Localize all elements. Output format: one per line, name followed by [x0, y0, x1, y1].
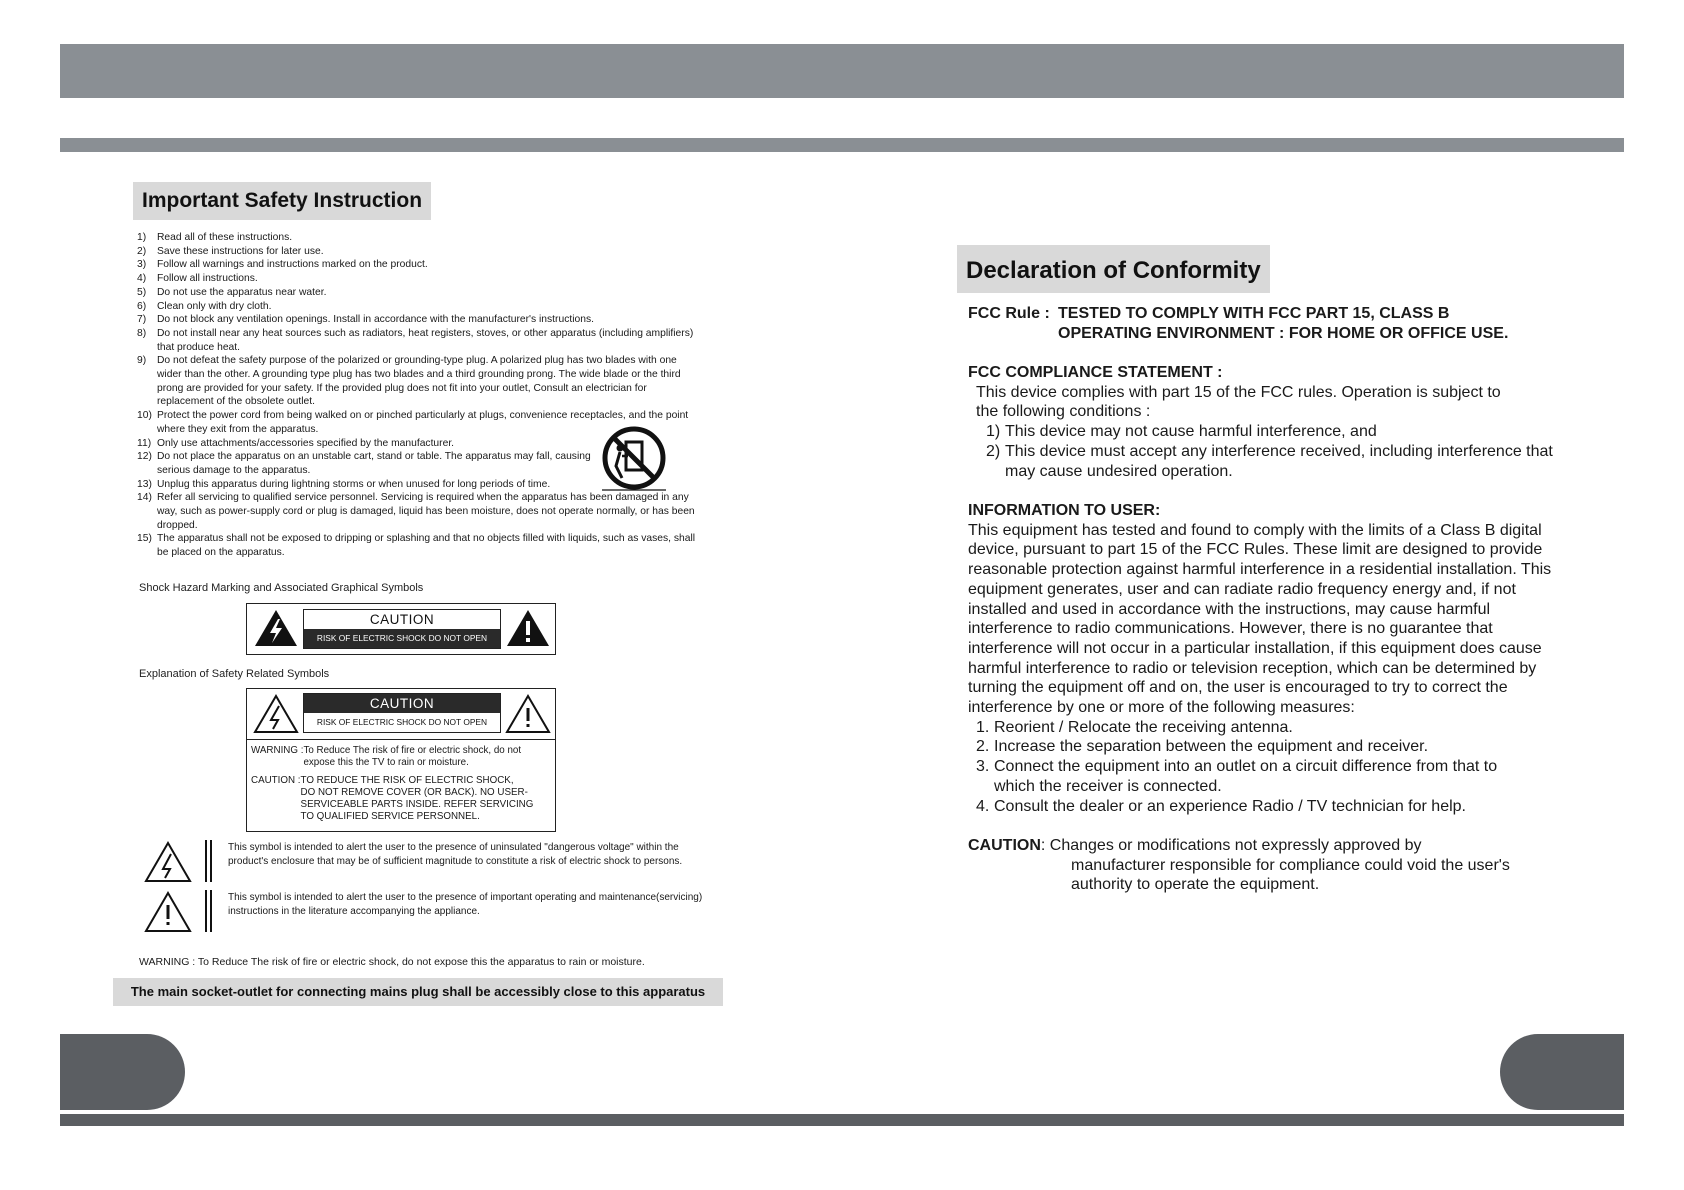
list-item: 1) Read all of these instructions.	[137, 232, 293, 243]
fcc-rule	[968, 304, 1508, 343]
info-title: INFORMATION TO USER:	[968, 502, 1161, 519]
fcc-rule-line: OPERATING ENVIRONMENT : FOR HOME OR OFFICE USE.	[1058, 324, 1509, 342]
caution-explanation-box	[246, 688, 556, 832]
list-item: 14) Refer all servicing to qualified service personnel. Servicing is required when the apparatus has been damaged in any way, such as power-supply cord or plug is damaged, liquid has been moisture, does not operate normally, or has been dropped.	[137, 492, 695, 531]
caution-label-text: CAUTION	[968, 837, 1041, 854]
lightning-warning-icon	[253, 693, 299, 735]
info-body: This equipment has tested and found to comply with the limits of a Class B digital device, pursuant to part 15 of the FCC Rules. These limit are designed to provide reasonable protection against harmful interference in a residential installation. This equipment generates, user and can radiate radio frequency energy and, if not installed and used in accordance with the instructions, may cause harmful interference to radio communications. However, there is no guarantee that interference will not occur in a particular installation, if this equipment does cause harmful interference to radio or television reception, which can be determined by turning the equipment off and on, the user is encouraged to try to correct the interference by one or more of the following measures:	[968, 521, 1552, 717]
fcc-rule-line: TESTED TO COMPLY WITH FCC PART 15, CLASS B	[1058, 305, 1450, 322]
bottom-rule	[60, 1114, 1624, 1126]
caution-line: : Changes or modifications not expressly approved by	[1040, 837, 1422, 854]
list-item: 1) This device may not cause harmful interference, and	[986, 423, 1377, 441]
caution-label	[303, 693, 501, 733]
caution-label-box	[246, 603, 556, 655]
box-warning-text: WARNING : To Reduce The risk of fire or electric shock, do not expose this the TV to rain or moisture.	[251, 745, 522, 768]
exclamation-warning-icon	[505, 693, 551, 735]
page-tab-right	[1500, 1034, 1624, 1110]
exclamation-warning-icon	[505, 608, 551, 648]
cart-warning-icon	[596, 426, 672, 494]
list-item: 2) Save these instructions for later use.	[137, 245, 324, 257]
top-rule	[60, 138, 1624, 152]
list-item: 10) Protect the power cord from being walked on or pinched particularly at plugs, convenience receptacles, and the point where they exit from the apparatus.	[137, 410, 689, 435]
list-item: 4) Follow all instructions.	[137, 273, 258, 285]
declaration-heading: Declaration of Conformity	[957, 245, 1270, 293]
list-item: 7) Do not block any ventilation openings. Install in accordance with the manufacturer's instructions.	[137, 314, 594, 326]
list-item: 12) Do not place the apparatus on an unstable cart, stand or table. The apparatus may fall, causing serious damage to the apparatus.	[137, 451, 591, 476]
info-symbol-text: This symbol is intended to alert the user to the presence of important operating and maintenance(servicing) instructions in the literature accompanying the appliance.	[228, 892, 703, 917]
caution-label	[303, 609, 501, 649]
statement-title: FCC COMPLIANCE STATEMENT :	[968, 364, 1223, 381]
page-tab-left	[60, 1034, 185, 1110]
list-item: 3. Connect the equipment into an outlet on a circuit difference from that to which the receiver is connected.	[976, 758, 1498, 795]
caution-risk-text: RISK OF ELECTRIC SHOCK DO NOT OPEN	[304, 713, 500, 732]
safety-symbols-caption: Explanation of Safety Related Symbols	[139, 668, 330, 680]
box-caution-text: CAUTION : TO REDUCE THE RISK OF ELECTRIC SHOCK, DO NOT REMOVE COVER (OR BACK). NO USER- SERVICEABLE PARTS INSIDE. REFER SERVICING TO QUALIFIED SERVICE PERSONNEL.	[251, 775, 534, 822]
lightning-warning-icon	[253, 608, 299, 648]
list-item: 8) Do not install near any heat sources such as radiators, heat registers, stoves, or other apparatus (including amplifiers) that produce heat.	[137, 327, 694, 353]
top-banner	[60, 44, 1624, 98]
warning-line: WARNING : To Reduce The risk of fire or electric shock, do not expose this the apparatus to rain or moisture.	[139, 956, 645, 968]
list-item: 2. Increase the separation between the equipment and receiver.	[976, 738, 1429, 756]
voltage-symbol-text: This symbol is intended to alert the user to the presence of uninsulated "dangerous voltage" within the product's enclosure that may be of sufficient magnitude to constitute a risk of electric shock to persons.	[228, 842, 683, 867]
shock-hazard-caption: Shock Hazard Marking and Associated Graphical Symbols	[139, 582, 424, 594]
caution-word: CAUTION	[304, 694, 500, 713]
statement-intro: This device complies with part 15 of the FCC rules. Operation is subject to the following conditions :	[976, 383, 1501, 421]
list-item: 2) This device must accept any interference received, including interference that may cause undesired operation.	[986, 442, 1553, 480]
caution-risk-text: RISK OF ELECTRIC SHOCK DO NOT OPEN	[304, 629, 500, 648]
mains-socket-note: The main socket-outlet for connecting mains plug shall be accessibly close to this apparatus	[113, 978, 723, 1006]
list-item: 5) Do not use the apparatus near water.	[137, 286, 327, 298]
box-divider	[247, 739, 555, 740]
double-bar	[205, 890, 212, 932]
caution-rest: manufacturer responsible for compliance could void the user's authority to operate the equipment.	[1071, 856, 1510, 894]
double-bar	[205, 840, 212, 882]
list-item: 1. Reorient / Relocate the receiving antenna.	[976, 718, 1293, 736]
safety-heading: Important Safety Instruction	[133, 182, 431, 220]
lightning-warning-icon	[144, 840, 192, 884]
list-item: 13) Unplug this apparatus during lightning storms or when unused for long periods of time.	[137, 478, 551, 490]
list-item: 6) Clean only with dry cloth.	[137, 300, 272, 312]
list-item: 9) Do not defeat the safety purpose of the polarized or grounding-type plug. A polarized plug has two blades with one wider than the other. A grounding type plug has two blades and a third grounding prong. The wide blade or the third prong are provided for your safety. If the provided plug does not fit into your outlet, Consult an electrician for replacement of the obsolete outlet.	[137, 355, 681, 408]
list-item: 11) Only use attachments/accessories specified by the manufacturer.	[137, 437, 455, 449]
fcc-rule-label: FCC Rule :	[968, 305, 1050, 322]
exclamation-warning-icon	[144, 890, 192, 934]
caution-word: CAUTION	[369, 612, 435, 627]
fcc-compliance-statement	[968, 363, 1608, 481]
fcc-caution	[968, 836, 1568, 895]
information-to-user	[968, 501, 1568, 816]
list-item: 3) Follow all warnings and instructions marked on the product.	[137, 259, 428, 271]
safety-instruction-list	[137, 231, 697, 560]
list-item: 15) The apparatus shall not be exposed to dripping or splashing and that no objects filled with liquids, such as vases, shall be placed on the apparatus.	[137, 533, 696, 559]
list-item: 4. Consult the dealer or an experience Radio / TV technician for help.	[976, 797, 1466, 815]
